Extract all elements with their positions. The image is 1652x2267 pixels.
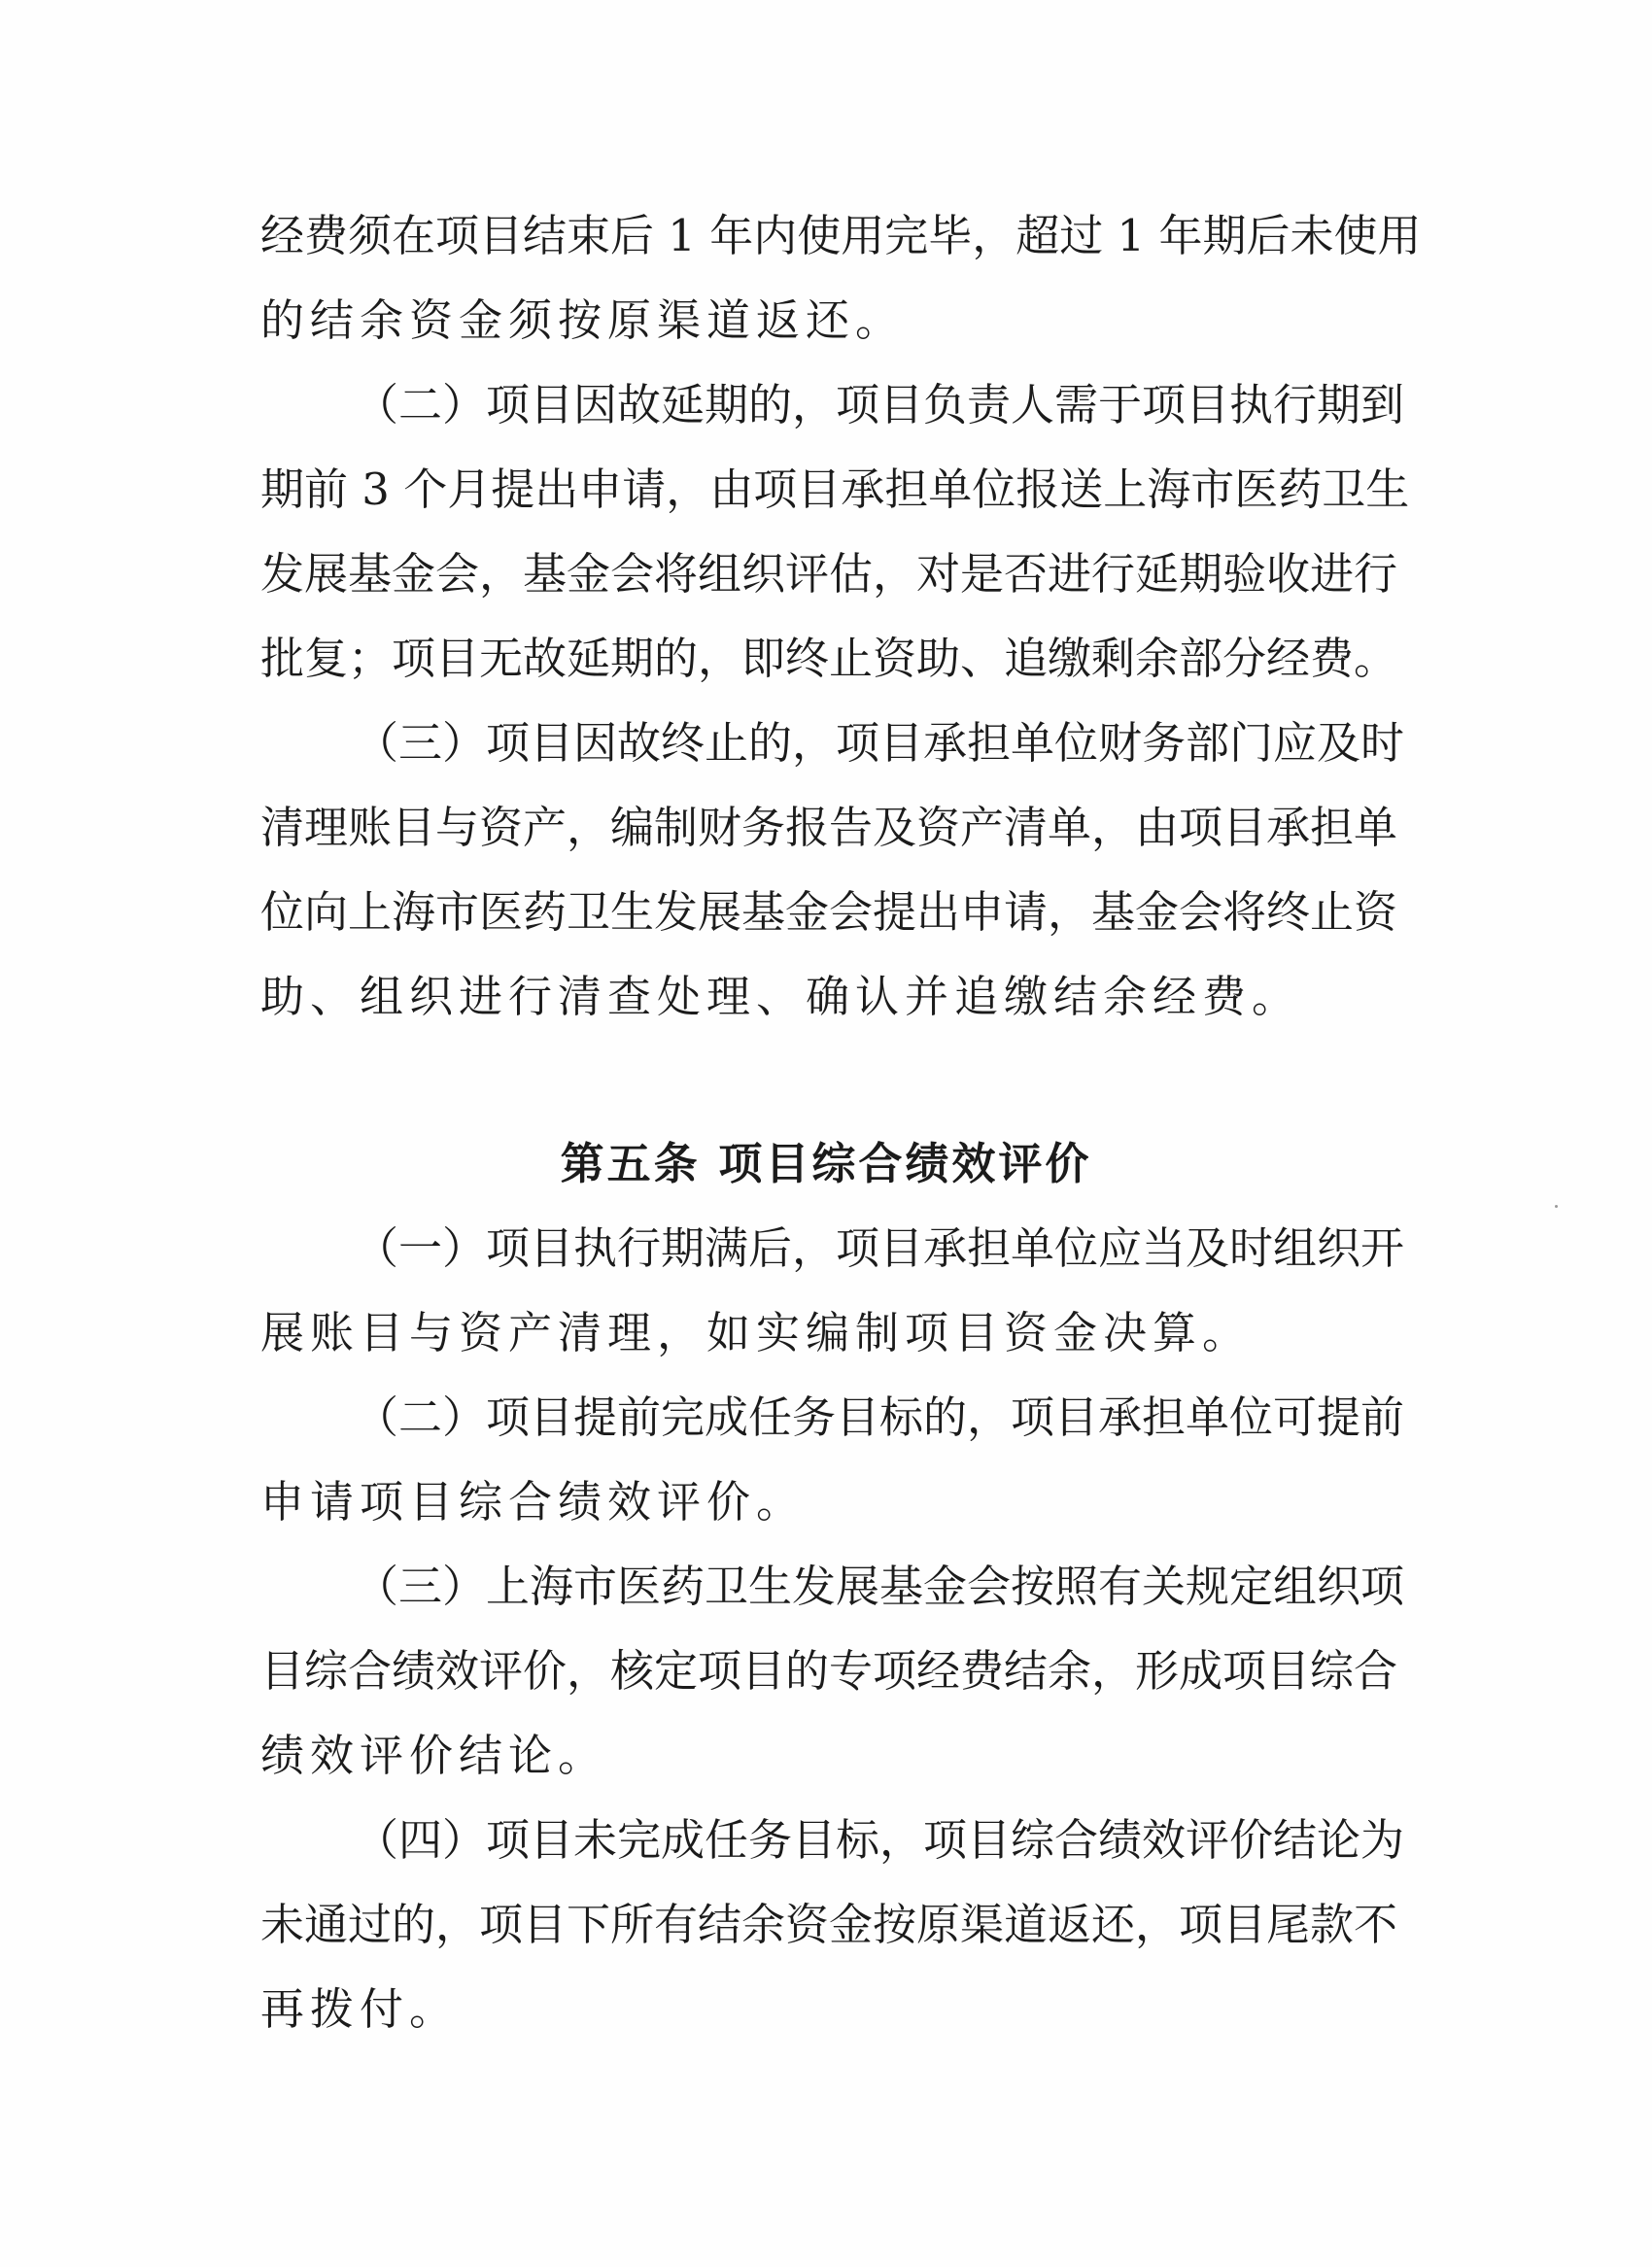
- text-line-4: 期前 3 个月提出申请，由项目承担单位报送上海市医药卫生: [260, 464, 1410, 515]
- text-line-1: 经费须在项目结束后 1 年内使用完毕，超过 1 年期后未使用: [260, 210, 1422, 261]
- text-line-20: 再拨付。: [260, 1983, 460, 2035]
- text-line-12: 展账目与资产清理，如实编制项目资金决算。: [260, 1307, 1253, 1358]
- text-line-14: 申请项目综合绩效评价。: [260, 1476, 807, 1528]
- text-line-16: 目综合绩效评价，核定项目的专项经费结余，形成项目综合: [260, 1645, 1398, 1697]
- text-line-15: （三）上海市医药卫生发展基金会按照有关规定组织项: [355, 1561, 1405, 1612]
- text-line-17: 绩效评价结论。: [260, 1730, 608, 1781]
- text-line-3: （二）项目因故延期的，项目负责人需于项目执行期到: [355, 379, 1405, 430]
- text-line-6: 批复；项目无故延期的，即终止资助、追缴剩余部分经费。: [260, 633, 1398, 684]
- text-line-18: （四）项目未完成任务目标，项目综合绩效评价结论为: [355, 1814, 1405, 1866]
- text-line-9: 位向上海市医药卫生发展基金会提出申请，基金会将终止资: [260, 886, 1398, 938]
- text-line-13: （二）项目提前完成任务目标的，项目承担单位可提前: [355, 1391, 1405, 1443]
- text-line-7: （三）项目因故终止的，项目承担单位财务部门应及时: [355, 717, 1405, 769]
- text-line-8: 清理账目与资产，编制财务报告及资产清单，由项目承担单: [260, 802, 1398, 853]
- scan-speck: [1555, 1205, 1558, 1208]
- text-line-11: （一）项目执行期满后，项目承担单位应当及时组织开: [355, 1222, 1405, 1274]
- text-line-10: 助、组织进行清查处理、确认并追缴结余经费。: [260, 971, 1302, 1022]
- text-line-5: 发展基金会，基金会将组织评估，对是否进行延期验收进行: [260, 548, 1398, 600]
- text-line-2: 的结余资金须按原渠道返还。: [260, 294, 906, 346]
- text-line-19: 未通过的，项目下所有结余资金按原渠道返还，项目尾款不: [260, 1899, 1398, 1950]
- section-heading: 第五条 项目综合绩效评价: [560, 1138, 1092, 1189]
